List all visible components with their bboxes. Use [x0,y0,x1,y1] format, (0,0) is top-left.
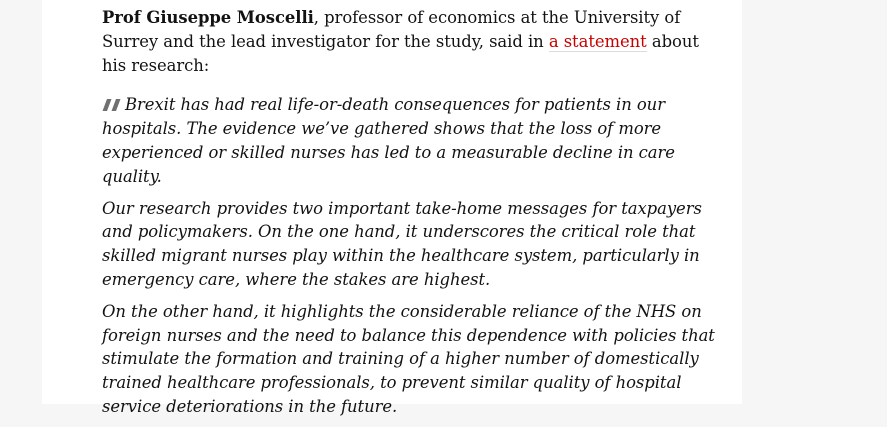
article-column [42,0,742,416]
quote-paragraph-1-text: Brexit has had real life-or-death consequences for patients in our hospitals. The evidence we’ve gathered shows that the loss of more experienced or skilled nurses has led to a measurable decline in care quality. [102,95,675,186]
intro-text-before-link: , professor of economics at the University of Surrey and the lead investigator for the study, said in [102,8,681,51]
quote-paragraph-3: On the other hand, it highlights the considerable reliance of the NHS on foreign nurses and the need to balance this dependence with policies that stimulate the formation and training of a higher number of domestically trained healthcare professionals, to prevent similar quality of hospital service deteriorations in the future. [102,301,715,416]
quote-paragraph-2: Our research provides two important take-home messages for taxpayers and policymakers. On the one hand, it underscores the critical role that skilled migrant nurses play within the healthcare system, particularly in emergency care, where the stakes are highest. [102,198,702,289]
statement-link[interactable]: a statement [548,31,647,51]
quote-mark-icon [102,99,122,111]
intro-paragraph [102,6,726,77]
article-body [102,6,726,427]
blockquote [102,93,726,418]
quote-paragraph-1 [102,93,726,188]
speaker-name: Prof Giuseppe Moscelli [102,8,314,27]
intro-text-after-link: about his research: [102,31,699,75]
